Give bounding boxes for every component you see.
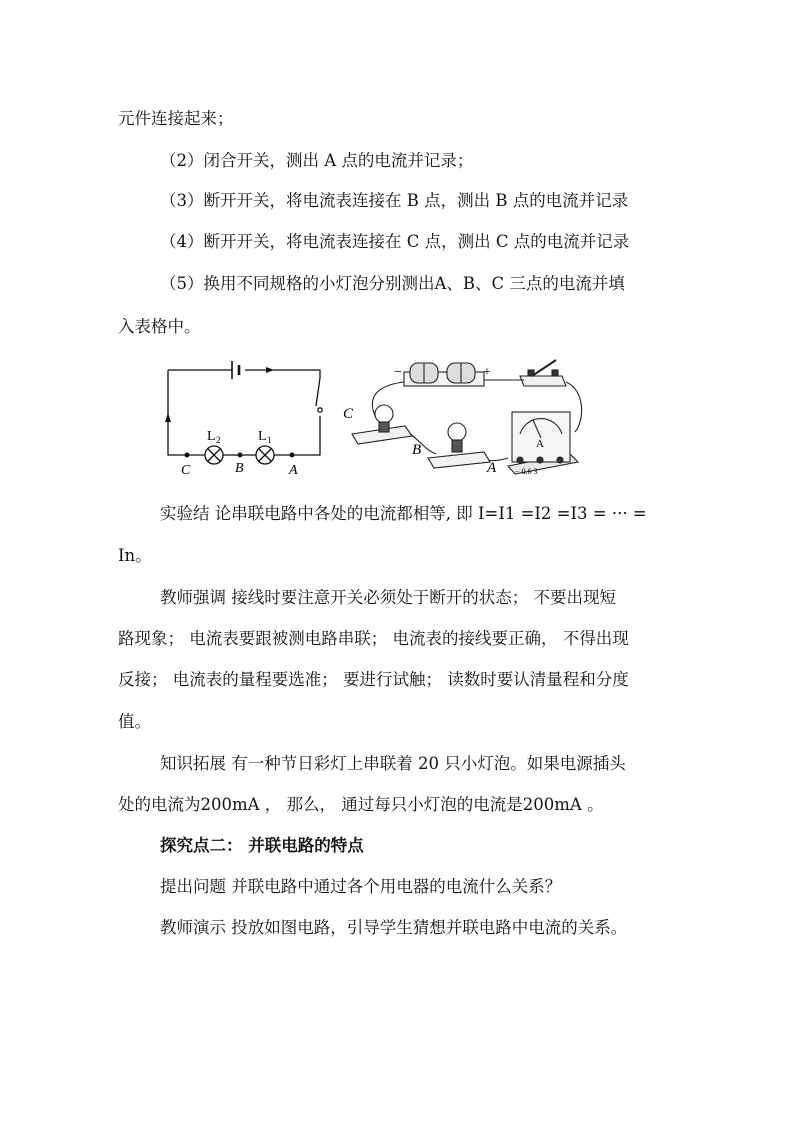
ammeter-unit: A <box>536 438 544 450</box>
apparatus-point-a: A <box>487 460 497 476</box>
battery-plus-label: + <box>483 365 491 380</box>
apparatus-drawing <box>352 360 582 474</box>
lamp2-label: L <box>207 429 216 444</box>
text-line-4: （4）断开开关，将电流表连接在 C 点，测出 C 点的电流并记录 <box>160 232 630 251</box>
apparatus-point-b: B <box>412 442 422 458</box>
section-heading: 探究点二： 并联电路的特点 <box>160 836 364 855</box>
text-line-1: 元件连接起来； <box>118 109 234 128</box>
text-line-5: （5）换用不同规格的小灯泡分别测出A、B、C 三点的电流并填 <box>160 274 625 293</box>
extension-line-2: 处的电流为200mA ， 那么， 通过每只小灯泡的电流是200mA 。 <box>118 795 604 814</box>
text-line-3: （3）断开开关，将电流表连接在 B 点，测出 B 点的电流并记录 <box>160 191 629 210</box>
conclusion-line-2: In。 <box>118 546 152 565</box>
circuit-figure <box>0 350 794 480</box>
point-b-label: B <box>235 461 244 476</box>
ammeter-scale: − 0.6 3 <box>515 467 538 476</box>
teacher-emphasis-line-2: 路现象； 电流表要跟被测电路串联； 电流表的接线要正确， 不得出现 <box>118 629 629 648</box>
text-line-2: （2）闭合开关，测出 A 点的电流并记录； <box>160 151 474 170</box>
teacher-emphasis-line-3: 反接； 电流表的量程要选准； 要进行试触； 读数时要认清量程和分度 <box>118 670 629 689</box>
extension-line-1: 知识拓展 有一种节日彩灯上串联着 20 只小灯泡。如果电源插头 <box>160 754 626 773</box>
conclusion-line-1: 实验结 论串联电路中各处的电流都相等, 即 I=I1 =I2 =I3 = ··· = <box>160 504 647 523</box>
series-schematic <box>165 361 322 464</box>
lamp1-label: L <box>258 429 267 444</box>
teacher-emphasis-line-4: 值。 <box>118 712 151 731</box>
text-line-6: 入表格中。 <box>118 317 201 336</box>
lamp1-subscript: 1 <box>267 435 272 445</box>
question-line: 提出问题 并联电路中通过各个用电器的电流什么关系？ <box>160 877 562 896</box>
teacher-emphasis-line-1: 教师强调 接线时要注意开关必须处于断开的状态； 不要出现短 <box>160 588 616 607</box>
lamp2-subscript: 2 <box>216 435 221 445</box>
point-a-label: A <box>289 463 298 478</box>
apparatus-point-c: C <box>343 406 354 422</box>
battery-minus-label: − <box>394 365 402 380</box>
demo-line: 教师演示 投放如图电路，引导学生猜想并联电路中电流的关系。 <box>160 918 628 937</box>
point-c-label: C <box>181 463 191 478</box>
